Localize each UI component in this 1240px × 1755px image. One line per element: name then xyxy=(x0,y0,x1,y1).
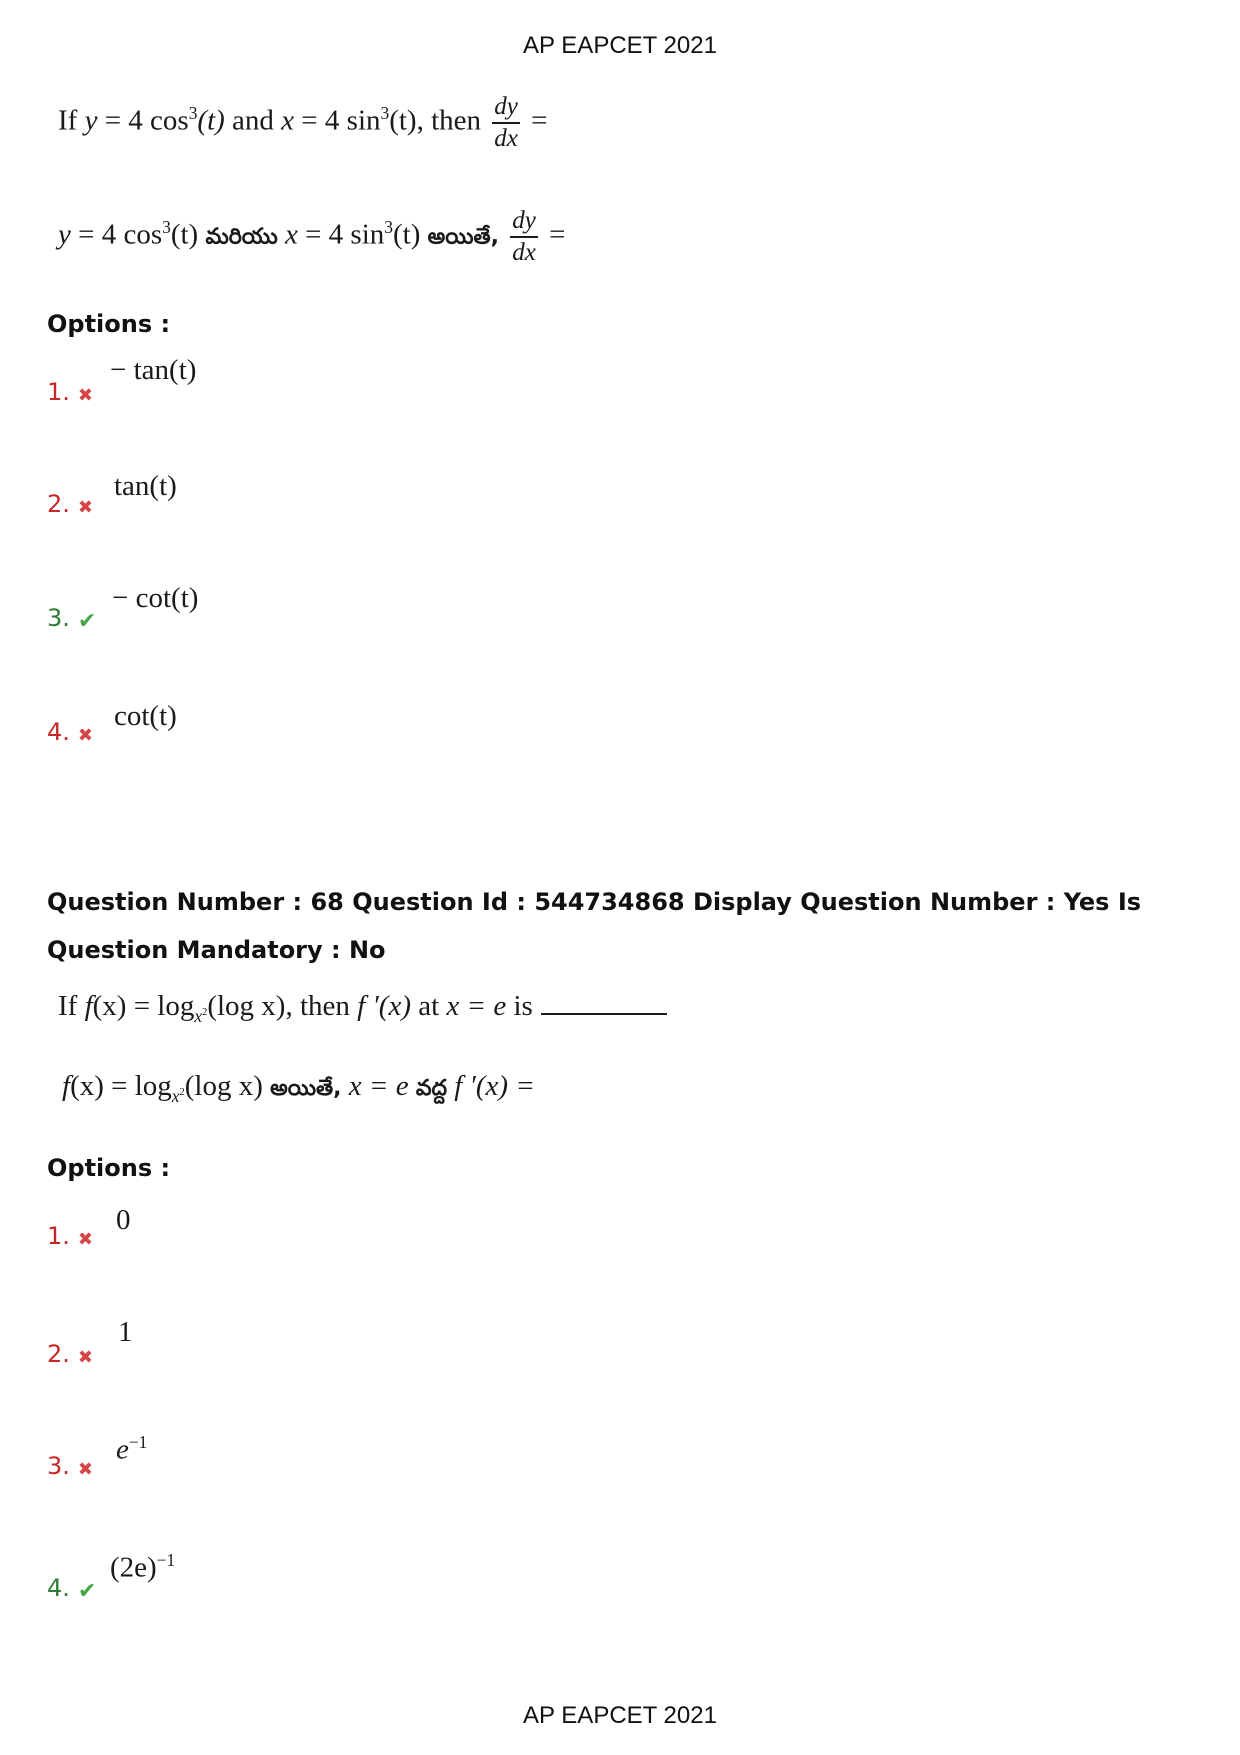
cross-mark-icon: ✖ xyxy=(77,1459,93,1480)
derivative-fraction: $\frac{dy}{dx}$ xyxy=(494,93,518,152)
derivative-fraction-telugu: $\frac{dy}{dx}$ xyxy=(512,207,536,266)
option-67-2[interactable]: 2. ✖ xyxy=(47,490,93,518)
question-68-meta: Question Number : 68 Question Id : 544734868 Display Question Number : Yes Is Question Mandatory : No xyxy=(47,888,1142,964)
option-68-3-text: $e^{-1}$ xyxy=(116,1432,148,1466)
cross-mark-icon: ✖ xyxy=(77,497,93,518)
page-footer: AP EAPCET 2021 xyxy=(523,1702,717,1729)
check-mark-icon: ✔ xyxy=(77,1579,97,1604)
question-68-english: If $f(x) = \log_{x^2}(\log$ x), then f ′(x) at x = e is xyxy=(58,990,667,1027)
options-label-67: Options : xyxy=(47,310,171,338)
page-header: AP EAPCET 2021 xyxy=(523,32,717,59)
cross-mark-icon: ✖ xyxy=(77,725,93,746)
check-mark-icon: ✔ xyxy=(77,609,97,634)
cross-mark-icon: ✖ xyxy=(77,1229,93,1250)
option-68-1-text: 0 xyxy=(116,1204,131,1236)
option-67-1-text: − tan(t) xyxy=(110,354,197,386)
cross-mark-icon: ✖ xyxy=(77,1347,93,1368)
option-67-3-text: − cot(t) xyxy=(112,582,199,614)
cross-mark-icon: ✖ xyxy=(77,385,93,406)
question-67-english: If y = 4 $\cos^3(t)$ and x = 4 $\sin^3(t)$, then $\frac{dy}{dx}$ = xyxy=(58,93,548,152)
option-67-1[interactable]: 1. ✖ xyxy=(47,378,93,406)
option-68-1[interactable]: 1. ✖ xyxy=(47,1222,93,1250)
question-68-telugu: $f(x) = \log_{x^2}(\log$ x) అయితే, x = e వద్ద f ′(x) = xyxy=(62,1070,535,1106)
question-67-telugu: y = 4 $\cos^3(t)$ మరియు x = 4 $\sin^3(t)$ అయితే, $\frac{dy}{dx}$ = xyxy=(58,207,566,266)
option-67-4-text: cot(t) xyxy=(114,700,177,732)
option-67-4[interactable]: 4. ✖ xyxy=(47,718,93,746)
option-68-3[interactable]: 3. ✖ xyxy=(47,1452,93,1480)
options-label-68: Options : xyxy=(47,1154,171,1182)
option-68-4[interactable]: 4. ✔ xyxy=(47,1574,97,1604)
option-68-4-text: $(2e)^{-1}$ xyxy=(110,1550,176,1584)
option-67-3[interactable]: 3. ✔ xyxy=(47,604,97,634)
option-68-2-text: 1 xyxy=(118,1316,133,1348)
option-68-2[interactable]: 2. ✖ xyxy=(47,1340,93,1368)
option-67-2-text: tan(t) xyxy=(114,470,177,502)
answer-blank xyxy=(541,991,667,1015)
